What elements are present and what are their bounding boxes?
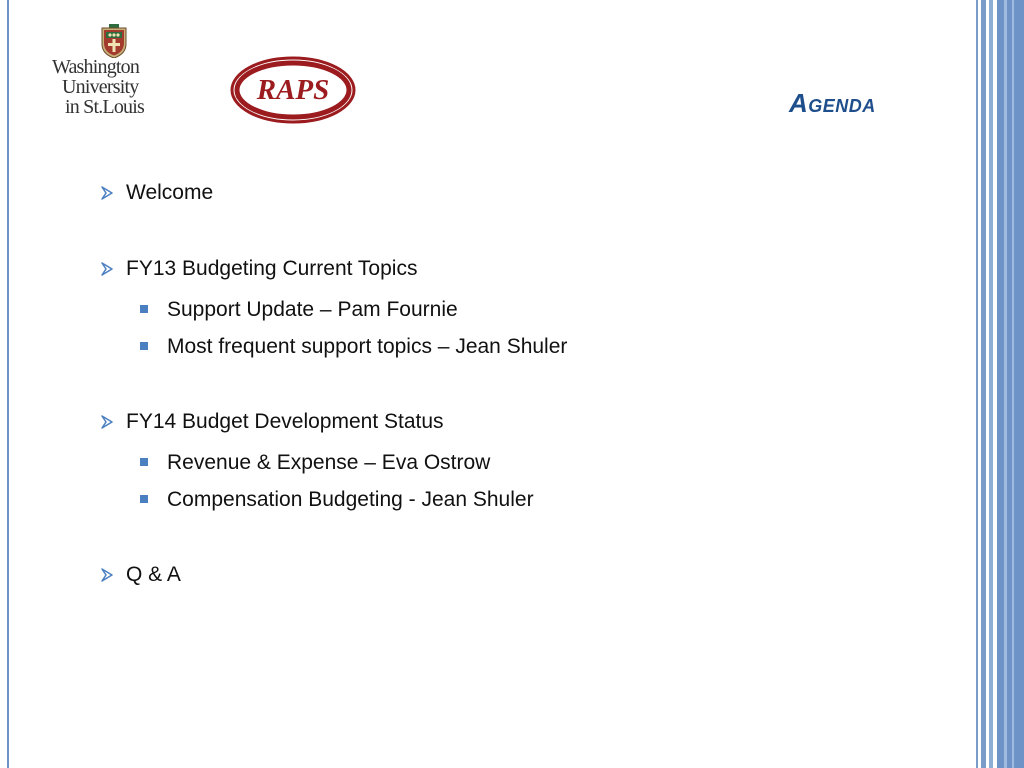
band-stripe: [976, 0, 978, 768]
agenda-subitem: [100, 444, 900, 481]
university-shield-icon: [100, 24, 128, 58]
university-name-line: University: [62, 76, 139, 98]
agenda-subitem-label: Most frequent support topics – Jean Shuler: [167, 335, 568, 358]
agenda-item-fy13: [100, 254, 900, 284]
square-bullet-icon: [140, 495, 148, 503]
band-stripe: [989, 0, 993, 768]
agenda-subitem-label: Support Update – Pam Fournie: [167, 298, 458, 321]
square-bullet-icon: [140, 305, 148, 313]
agenda-item-qa: [100, 560, 900, 590]
university-name-line: Washington: [52, 56, 140, 78]
band-stripe: [997, 0, 1024, 768]
agenda-item-label: FY13 Budgeting Current Topics: [126, 257, 418, 280]
arrow-bullet-icon: [100, 262, 114, 276]
raps-logo: [230, 56, 356, 124]
agenda-item-welcome: [100, 178, 900, 208]
agenda-subitem-label: Revenue & Expense – Eva Ostrow: [167, 451, 491, 474]
left-border-line: [7, 0, 9, 768]
arrow-bullet-icon: [100, 186, 114, 200]
agenda-item-label: Welcome: [126, 181, 214, 204]
agenda-item-fy14: [100, 407, 900, 437]
agenda-subitem: [100, 291, 900, 328]
arrow-bullet-icon: [100, 415, 114, 429]
agenda-item-label: Q & A: [126, 563, 181, 586]
arrow-bullet-icon: [100, 568, 114, 582]
university-name-line: in St.Louis: [65, 96, 144, 118]
raps-logo-text: RAPS: [256, 74, 330, 106]
agenda-item-label: FY14 Budget Development Status: [126, 410, 444, 433]
agenda-subitem-label: Compensation Budgeting - Jean Shuler: [167, 488, 534, 511]
agenda-list: [100, 178, 900, 590]
right-decorative-bands: [976, 0, 1024, 768]
agenda-subitem: [100, 481, 900, 518]
band-stripe: [1004, 0, 1007, 768]
agenda-subitem: [100, 328, 900, 365]
square-bullet-icon: [140, 342, 148, 350]
square-bullet-icon: [140, 458, 148, 466]
washington-university-logo: [52, 24, 172, 128]
page-title: Agenda: [789, 88, 876, 118]
band-stripe: [981, 0, 986, 768]
band-stripe: [1012, 0, 1014, 768]
